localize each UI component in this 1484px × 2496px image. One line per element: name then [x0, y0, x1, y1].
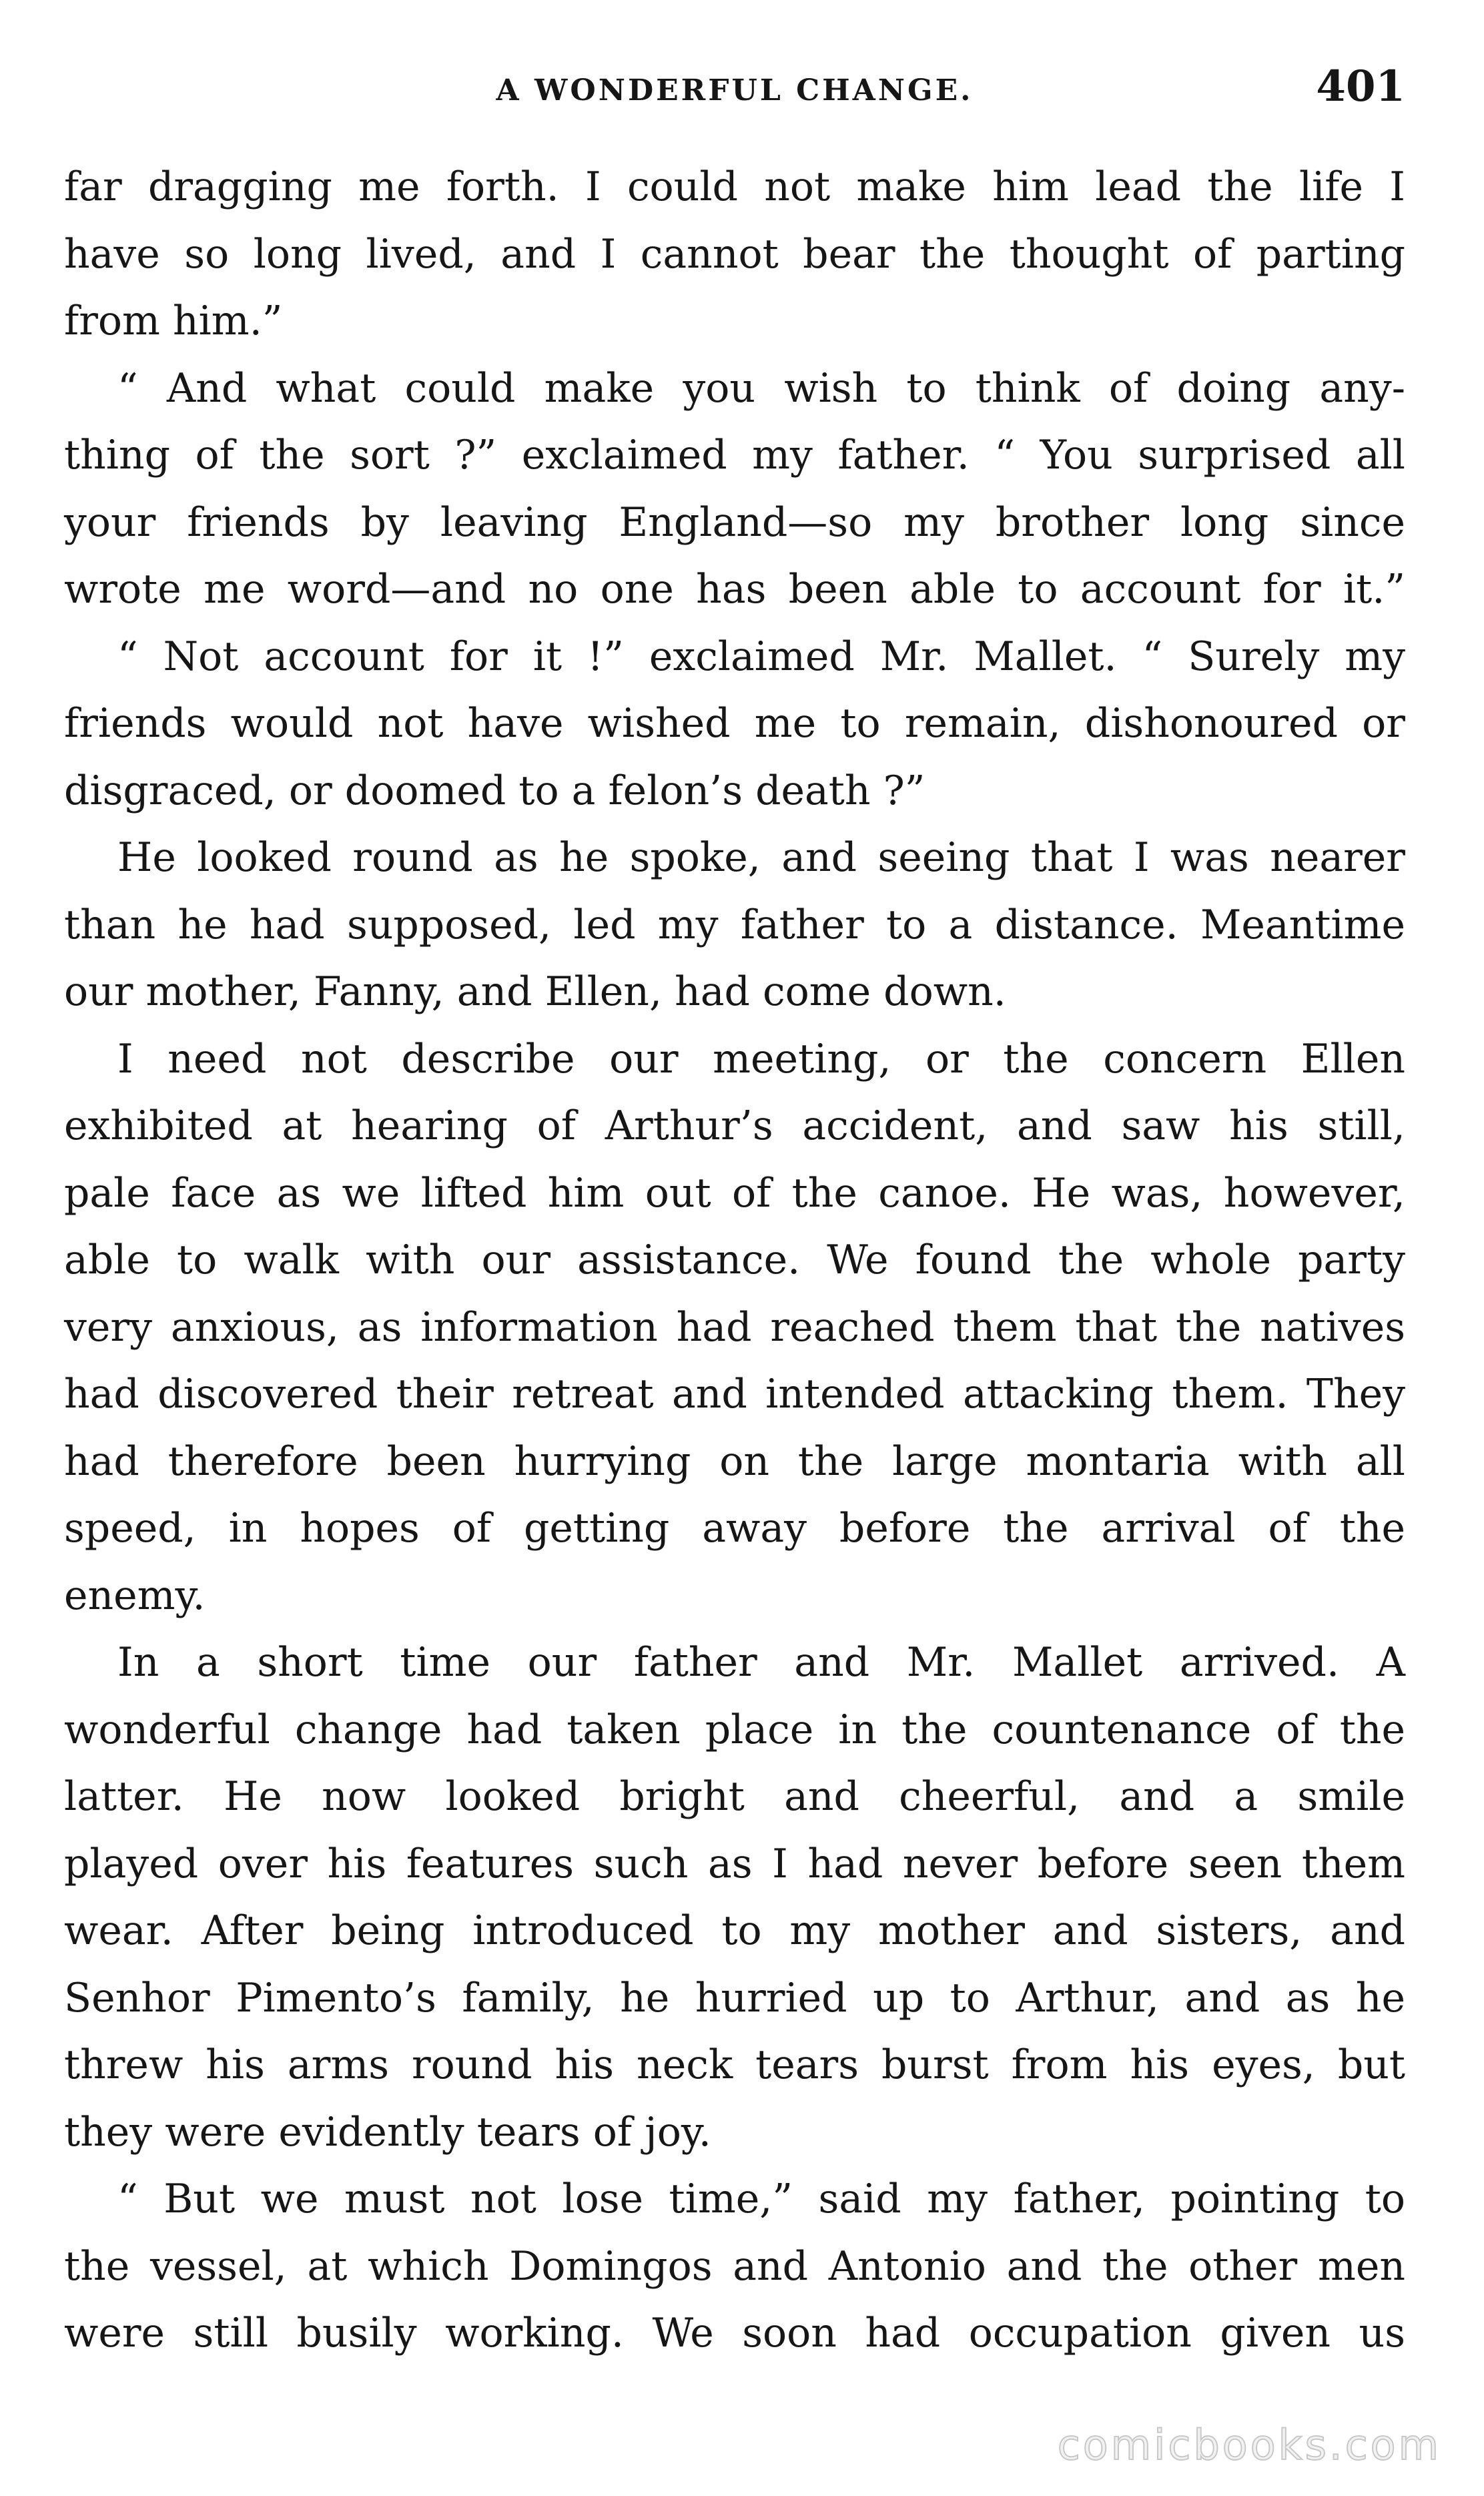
text-line: disgraced, or doomed to a felon’s death ?”	[64, 767, 925, 814]
page-number: 401	[1316, 61, 1405, 111]
text-line: I need not describe our meeting, or the concern Ellen	[117, 1035, 1405, 1082]
text-line: threw his arms round his neck tears burst from his eyes, but	[64, 2042, 1405, 2088]
text-line: “ Not account for it !” exclaimed Mr. Mallet. “ Surely my	[117, 633, 1405, 680]
text-line: had discovered their retreat and intended attacking them. They	[64, 1371, 1405, 1418]
text-line: In a short time our father and Mr. Mallet arrived. A	[117, 1639, 1405, 1686]
text-line: “ And what could make you wish to think of doing any-	[117, 364, 1405, 412]
text-line: “ But we must not lose time,” said my father, pointing to	[117, 2176, 1405, 2222]
text-line: able to walk with our assistance. We found the whole party	[64, 1237, 1405, 1283]
text-line: were still busily working. We soon had occupation given us	[64, 2310, 1405, 2357]
text-line: far dragging me forth. I could not make him lead the life I	[64, 164, 1405, 210]
text-line: pale face as we lifted him out of the canoe. He was, however,	[64, 1169, 1405, 1217]
text-line: thing of the sort ?” exclaimed my father. “ You surprised all	[64, 432, 1405, 479]
text-line: exhibited at hearing of Arthur’s accident, and saw his still,	[64, 1103, 1405, 1149]
running-title: A WONDERFUL CHANGE.	[496, 73, 974, 107]
text-line: played over his features such as I had never before seen them	[64, 1840, 1405, 1887]
text-line: than he had supposed, led my father to a distance. Meantime	[64, 901, 1405, 948]
text-line: friends would not have wished me to remain, dishonoured or	[64, 700, 1405, 747]
text-line: our mother, Fanny, and Ellen, had come down.	[64, 968, 1006, 1015]
text-line: latter. He now looked bright and cheerful, and a smile	[64, 1773, 1405, 1820]
text-line: very anxious, as information had reached them that the natives	[64, 1303, 1405, 1351]
running-head	[64, 61, 1405, 115]
text-line: wear. After being introduced to my mother and sisters, and	[64, 1907, 1405, 1954]
text-line: Senhor Pimento’s family, he hurried up to Arthur, and as he	[64, 1974, 1405, 2021]
text-line: had therefore been hurrying on the large montaria with all	[64, 1438, 1405, 1485]
watermark-logo: comicbooks.com	[1057, 2421, 1441, 2469]
body-text	[64, 153, 1405, 2367]
text-line: enemy.	[64, 1572, 206, 1619]
text-line: they were evidently tears of joy.	[64, 2108, 711, 2156]
text-line: from him.”	[64, 298, 283, 344]
text-line: speed, in hopes of getting away before the arrival of the	[64, 1505, 1405, 1552]
text-line: the vessel, at which Domingos and Antonio and the other men	[64, 2242, 1405, 2290]
text-line: He looked round as he spoke, and seeing that I was nearer	[117, 834, 1405, 881]
text-line: have so long lived, and I cannot bear the thought of parting	[64, 230, 1405, 278]
text-line: your friends by leaving England—so my brother long since	[64, 499, 1405, 546]
text-line: wrote me word—and no one has been able to account for it.”	[64, 566, 1405, 613]
text-line: wonderful change had taken place in the countenance of the	[64, 1706, 1405, 1753]
